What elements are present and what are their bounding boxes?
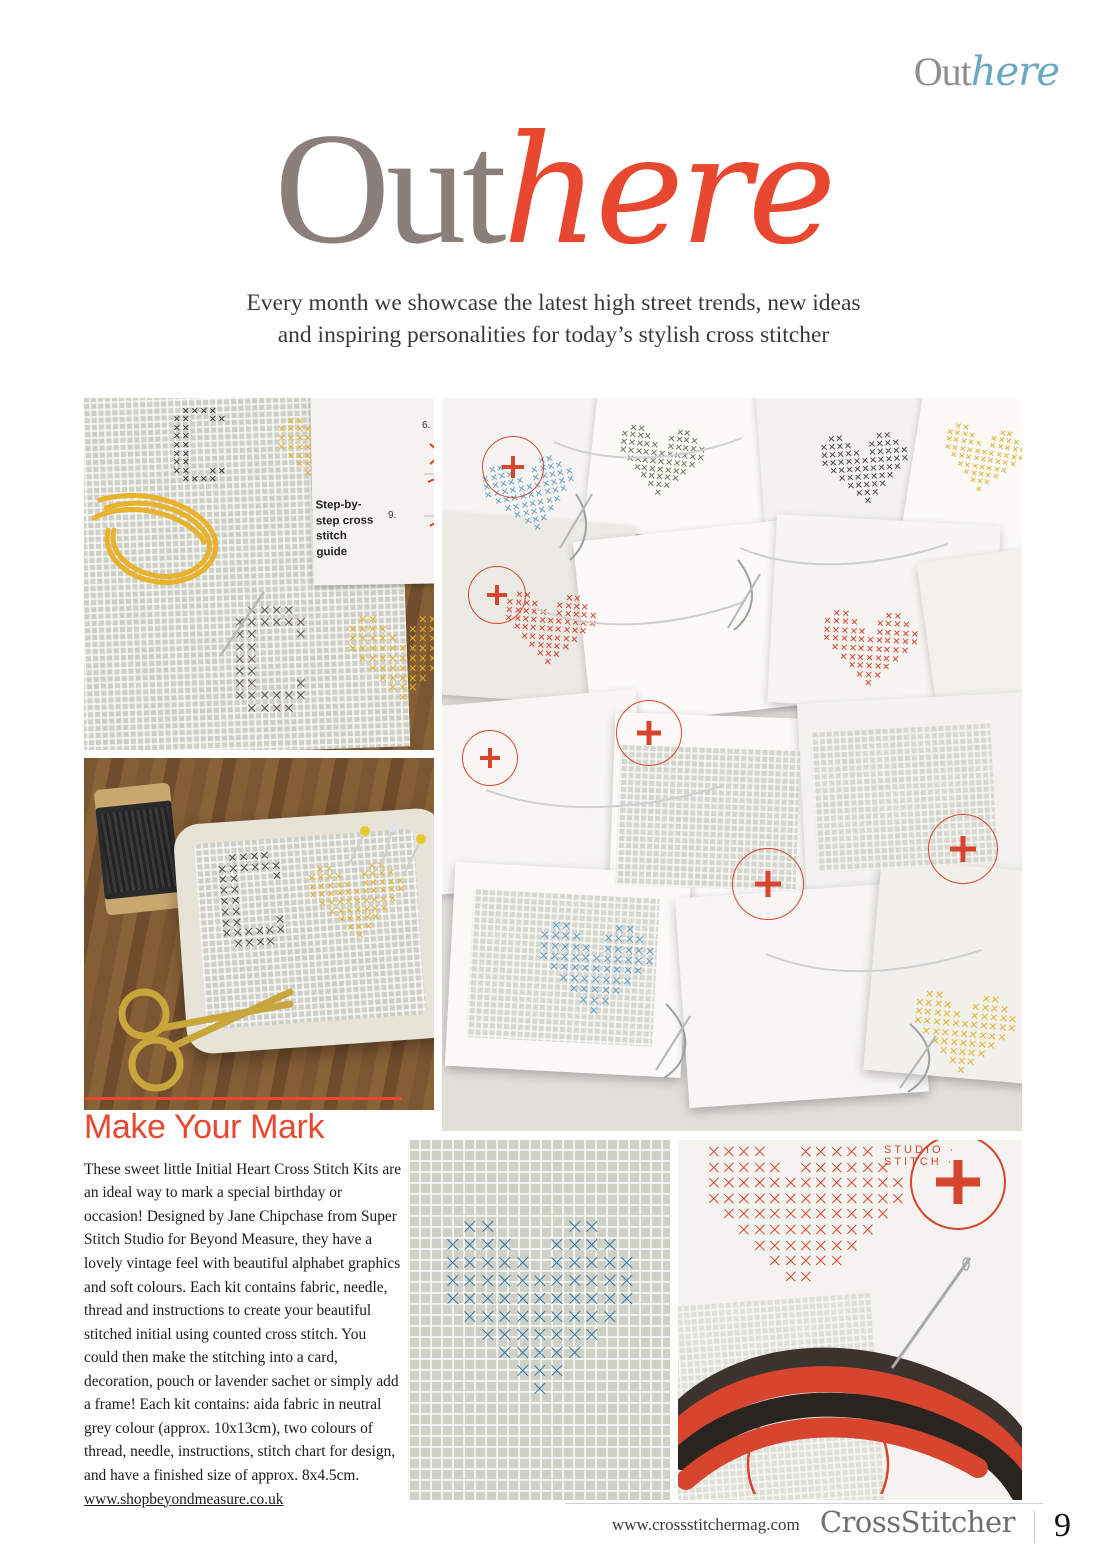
article-block	[84, 1097, 402, 1511]
leaflet-step-6: 6.	[422, 420, 431, 431]
needle-icon	[882, 1248, 1002, 1378]
stitched-heart-large-yellow	[348, 614, 434, 712]
footer-rule	[565, 1503, 1043, 1504]
photo-threads-closeup	[678, 1140, 1022, 1500]
article-top-rule	[84, 1097, 402, 1100]
running-head	[913, 49, 1059, 95]
brand-stamp-text: STUDIO · STITCH ·	[884, 1144, 957, 1168]
leaflet-diagram	[424, 430, 434, 580]
standfirst	[0, 288, 1107, 351]
packet-ties-and-needles	[442, 398, 1022, 1131]
photo-kit-pile	[442, 398, 1022, 1131]
page-title-out: Out	[274, 99, 503, 277]
pins-icon	[330, 808, 434, 888]
stitched-letter-small-dark	[172, 406, 244, 492]
page-number: 9	[1054, 1507, 1071, 1544]
page-footer	[0, 1497, 1107, 1565]
article-web-link[interactable]: www.shopbeyondmeasure.co.uk	[84, 1490, 284, 1508]
footer-website-url[interactable]: www.crossstitchermag.com	[612, 1515, 800, 1534]
article-body: These sweet little Initial Heart Cross Stitch Kits are an ideal way to mark a special birthday or occasion! Designed by Jane Chipchase from Super Stitch Studio for Beyond Measure, they have a lovely vintage feel with beautiful alphabet graphics and soft colours. Each kit contains fabric, needle, thread and instructions to create your beautiful stitched initial using counted cross stitch. You could then make the stitching into a card, decoration, pouch or lavender sachet or simply add a frame! Each kit contains: aida fabric in neutral grey colour (approx. 10x13cm), two colours of thread, needle, instructions, stitch chart for design, and have a finished size of approx. 8x4.5cm.	[84, 1160, 402, 1484]
photo-initial-sampler	[84, 398, 434, 750]
pincushion-stitched-letter	[216, 847, 309, 961]
needle-icon	[212, 586, 282, 666]
article-title: Make Your Mark	[84, 1108, 325, 1146]
photo-blue-heart-closeup	[408, 1140, 670, 1500]
page-title	[0, 99, 1107, 278]
running-head-there: here	[970, 49, 1059, 95]
scissors-icon	[114, 978, 324, 1102]
standfirst-line-2: and inspiring personalities for today’s stylish cross stitcher	[277, 321, 830, 348]
photo-pincushion	[84, 758, 434, 1110]
magazine-logo: CrossStitcher	[819, 1505, 1015, 1539]
stitched-heart-blue-closeup	[444, 1218, 636, 1416]
running-head-out: Out	[913, 49, 971, 94]
page-title-there: here	[502, 104, 833, 278]
footer-separator	[1034, 1511, 1035, 1543]
leaflet-title: Step-by-step cross stitch guide	[315, 498, 374, 559]
yellow-thread-skein	[86, 482, 236, 602]
stitched-heart-red-closeup	[706, 1144, 906, 1284]
spool-thread-windings	[100, 807, 176, 894]
standfirst-line-1: Every month we showcase the latest high street trends, new ideas	[246, 290, 861, 316]
leaflet-step-9: 9.	[388, 510, 397, 521]
